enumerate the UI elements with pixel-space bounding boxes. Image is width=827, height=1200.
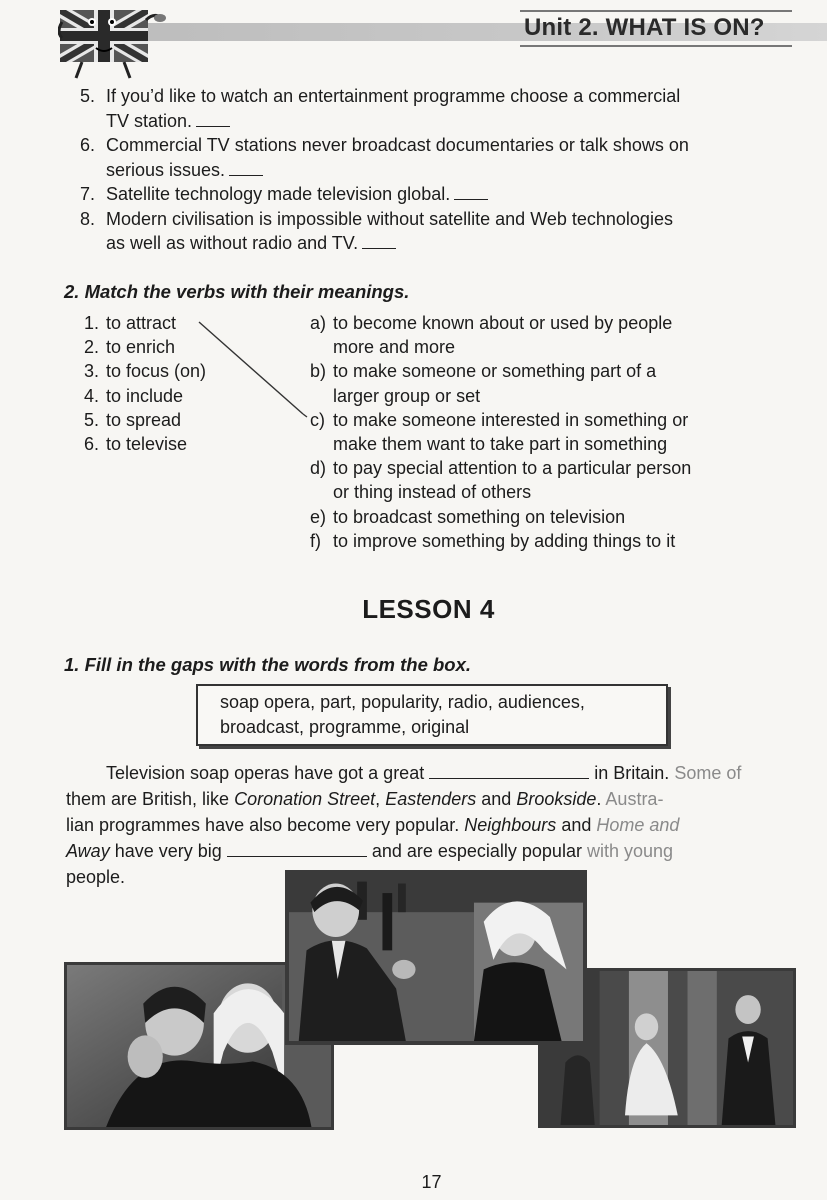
meaning-item: f) to improve something by adding things to it [310, 530, 676, 551]
verb-item: 5. to spread [84, 409, 182, 430]
task-1-title: 1. Fill in the gaps with the words from the box. [64, 654, 472, 675]
meaning-item: d) to pay special attention to a particular person or thing instead of others [310, 458, 692, 503]
header-rule-top [520, 10, 792, 12]
meaning-item: c) to make someone interested in something or make them want to take part in something [310, 409, 689, 455]
verb-item: 3. to focus (on) [84, 361, 207, 382]
meaning-item: b) to make someone or something part of a larger group or set [310, 361, 657, 406]
soap-opera-photo-slap [285, 870, 587, 1045]
list-item: 7. Satellite technology made television global. [80, 182, 810, 207]
gap-blank[interactable] [227, 841, 367, 857]
page-number: 17 [421, 1172, 442, 1192]
verb-item: 6. to televise [84, 434, 188, 455]
header-rule-bottom [520, 45, 792, 47]
example-match-line [195, 318, 315, 418]
lesson-title: LESSON 4 [362, 594, 495, 624]
union-jack-mascot-icon [58, 2, 168, 80]
answer-blank[interactable] [362, 235, 396, 249]
list-item: 6. Commercial TV stations never broadcast documentaries or talk shows on serious issues. [80, 135, 689, 180]
verb-item: 2. to enrich [84, 337, 176, 358]
list-item: 5. If you’d like to watch an entertainment programme choose a commercial TV station. [80, 86, 681, 131]
meaning-list [310, 311, 810, 553]
task-2-title: 2. Match the verbs with their meanings. [64, 281, 410, 302]
verb-item: 4. to include [84, 385, 184, 406]
statement-list [80, 84, 810, 256]
list-item: 8. Modern civilisation is impossible without satellite and Web technologies as well as without radio and TV. [80, 208, 673, 253]
answer-blank[interactable] [229, 162, 263, 176]
answer-blank[interactable] [454, 186, 488, 200]
page-header [0, 0, 827, 80]
gap-fill-paragraph: Television soap operas have got a great in Britain. Some of them are British, like Coronation Street, Eastenders and Brookside. Austra- lian programmes have also become very popular. Neighbours and Home and Away have very big and are especially popular with young people. [66, 763, 742, 887]
gap-blank[interactable] [429, 763, 589, 779]
word-box: soap opera, part, popularity, radio, audiences, broadcast, programme, original [196, 684, 668, 746]
verb-list [84, 311, 206, 456]
unit-title: Unit 2. WHAT IS ON? [524, 14, 765, 41]
meaning-item: a) to become known about or used by people more and more [310, 313, 673, 358]
answer-blank[interactable] [196, 113, 230, 127]
meaning-item: e) to broadcast something on television [310, 506, 626, 527]
verb-item: 1. to attract [84, 313, 177, 333]
